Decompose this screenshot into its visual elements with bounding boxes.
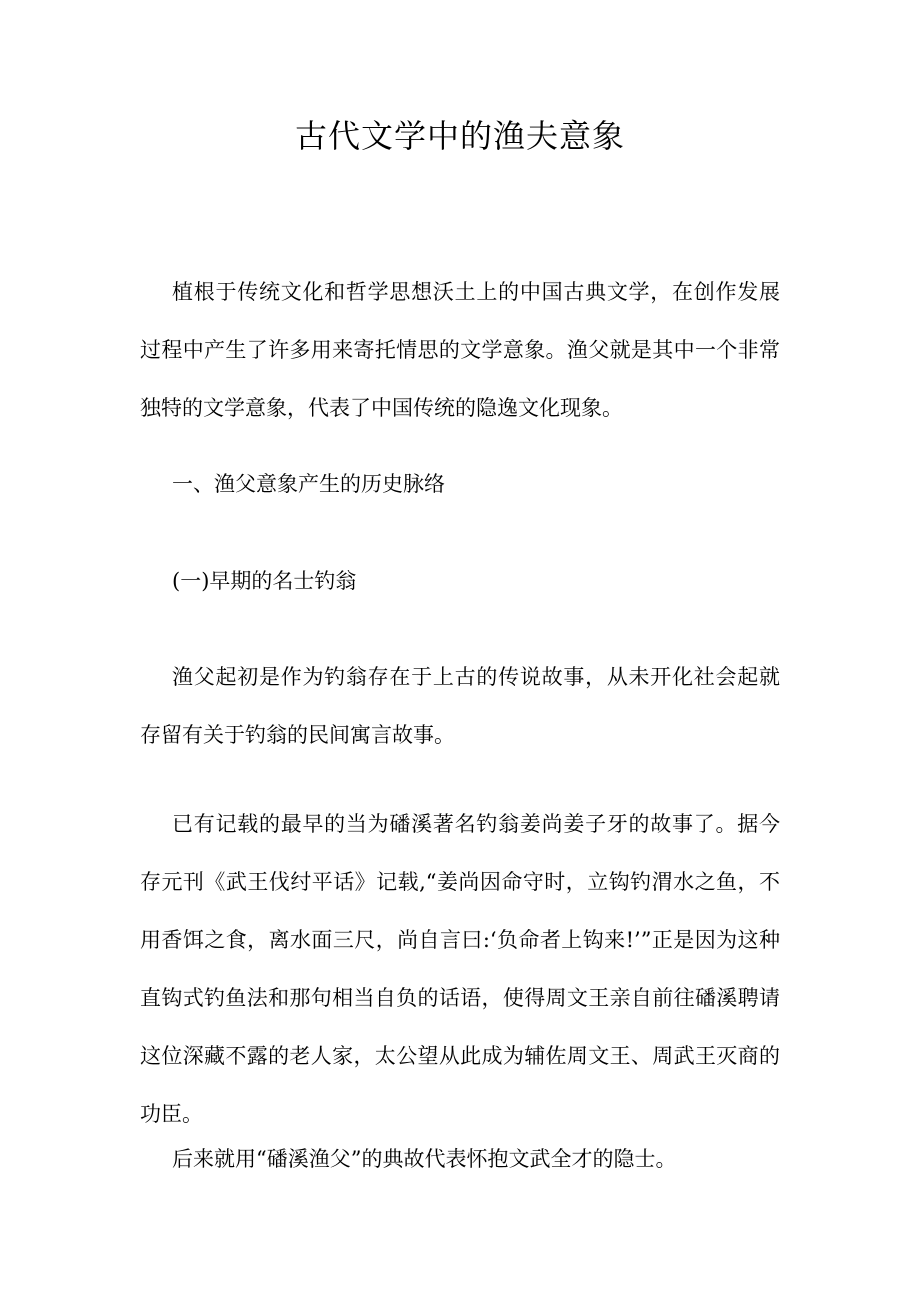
intro-paragraph: 植根于传统文化和哲学思想沃土上的中国古典文学，在创作发展过程中产生了许多用来寄托情思的文学意象。渔父就是其中一个非常独特的文学意象，代表了中国传统的隐逸文化现象。 bbox=[140, 280, 780, 420]
body-paragraph-2: 已有记载的最早的当为磻溪著名钓翁姜尚姜子牙的故事了。据今存元刊《武王伐纣平话》记载,“姜尚因命守时，立钩钓渭水之鱼，不用香饵之食，离水面三尺，尚自言曰:‘负命者上钩来!’”正是因为这种直钩式钓鱼法和那句相当自负的话语，使得周文王亲自前往磻溪聘请这位深藏不露的老人家，太公望从此成为辅佐周文王、周武王灭商的功臣。 bbox=[140, 812, 780, 1126]
section-heading: 一、渔父意象产生的历史脉络 bbox=[172, 472, 445, 496]
document-title: 古代文学中的渔夫意象 bbox=[294, 117, 625, 155]
subsection-heading: (一)早期的名士钓翁 bbox=[172, 569, 357, 593]
body-paragraph-3: 后来就用“磻溪渔父”的典故代表怀抱文武全才的隐士。 bbox=[172, 1147, 677, 1171]
body-paragraph-1: 渔父起初是作为钓翁存在于上古的传说故事，从未开化社会起就存留有关于钓翁的民间寓言故事。 bbox=[140, 665, 780, 747]
